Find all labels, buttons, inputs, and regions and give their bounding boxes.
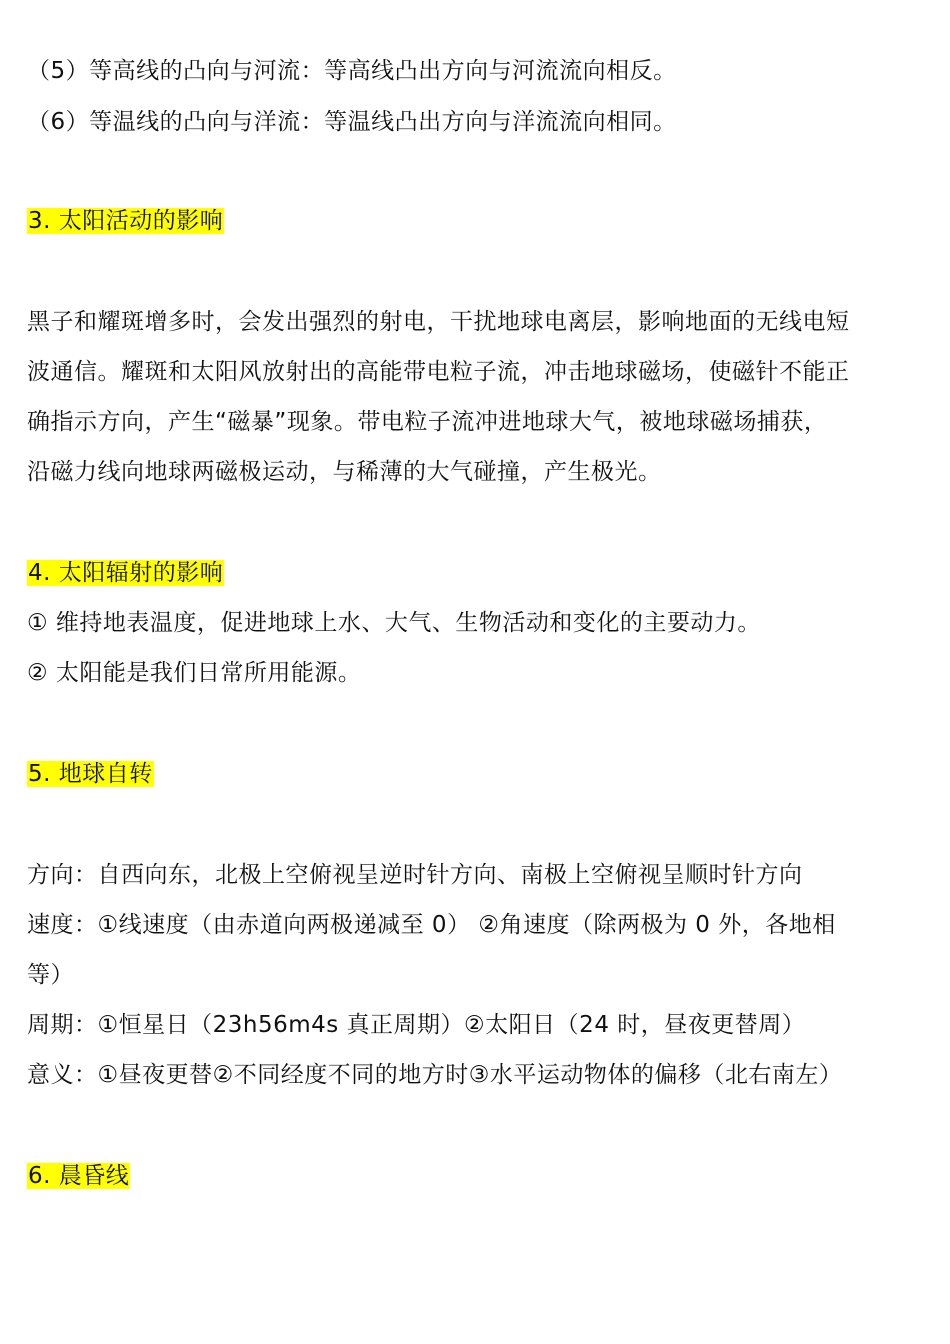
- section-3-line-2: 波通信。耀斑和太阳风放射出的高能带电粒子流，冲击地球磁场，使磁针不能正: [27, 359, 850, 385]
- section-6-heading: [27, 1161, 130, 1191]
- contour-item-6: （6）等温线的凸向与洋流：等温线凸出方向与洋流流向相同。: [27, 109, 677, 135]
- section-3-heading: [27, 206, 224, 236]
- rotation-significance: 意义：①昼夜更替②不同经度不同的地方时③水平运动物体的偏移（北右南左）: [27, 1062, 843, 1088]
- rotation-period: 周期：①恒星日（23h56m4s 真正周期）②太阳日（24 时，昼夜更替周）: [27, 1012, 806, 1038]
- section-4-heading: [27, 558, 224, 588]
- section-3-heading-text: 3. 太阳活动的影响: [28, 208, 224, 234]
- section-5-heading-text: 5. 地球自转: [28, 761, 153, 787]
- section-5-heading: [27, 759, 154, 789]
- rotation-speed: 速度：①线速度（由赤道向两极递减至 0） ②角速度（除两极为 0 外，各地相: [27, 912, 836, 938]
- rotation-speed-cont: 等）: [27, 962, 74, 988]
- section-3-line-1: 黑子和耀斑增多时，会发出强烈的射电，干扰地球电离层，影响地面的无线电短: [27, 309, 850, 335]
- section-3-line-4: 沿磁力线向地球两磁极运动，与稀薄的大气碰撞，产生极光。: [27, 459, 662, 485]
- section-4-item-1: ① 维持地表温度，促进地球上水、大气、生物活动和变化的主要动力。: [27, 610, 761, 636]
- section-3-line-3: 确指示方向，产生“磁暴”现象。带电粒子流冲进地球大气，被地球磁场捕获，: [27, 409, 828, 435]
- contour-item-5: （5）等高线的凸向与河流：等高线凸出方向与河流流向相反。: [27, 58, 677, 84]
- section-4-heading-text: 4. 太阳辐射的影响: [28, 560, 224, 586]
- section-6-heading-text: 6. 晨昏线: [28, 1163, 130, 1189]
- rotation-direction: 方向：自西向东，北极上空俯视呈逆时针方向、南极上空俯视呈顺时针方向: [27, 862, 803, 888]
- section-4-item-2: ② 太阳能是我们日常所用能源。: [27, 660, 362, 686]
